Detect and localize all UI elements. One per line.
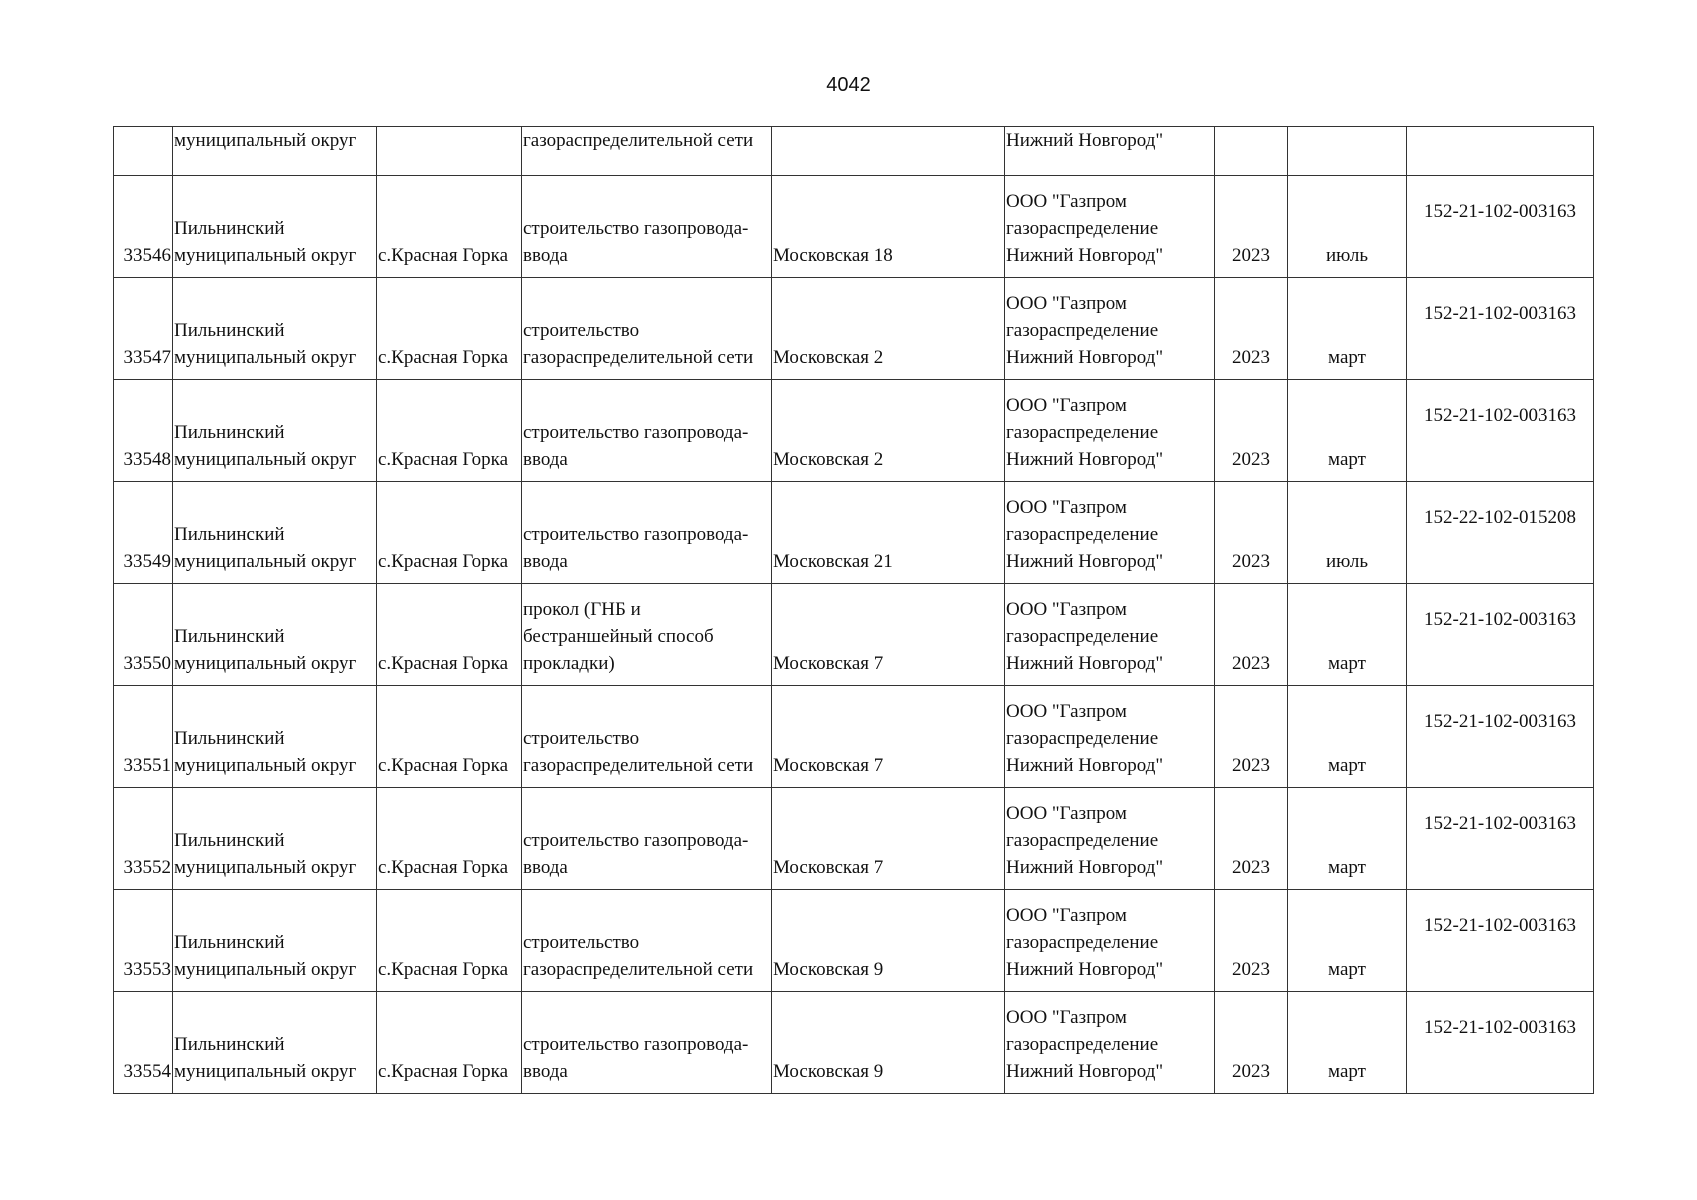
district-line: Пильнинский [174,728,285,749]
work-line: ввода [523,245,568,266]
district-line: Пильнинский [174,830,285,851]
cell-code: 152-21-102-003163 [1407,176,1594,278]
cell-month: март [1288,788,1407,890]
cell-district [173,686,377,788]
work-line: строительство газопровода- [523,1034,749,1055]
operator-line: газораспределение [1006,422,1159,443]
cell-work-type [522,278,772,380]
district-line: муниципальный округ [174,245,357,266]
cell-month: март [1288,992,1407,1094]
work-line: ввода [523,551,568,572]
cell-code: 152-21-102-003163 [1407,788,1594,890]
operator-line: газораспределение [1006,932,1159,953]
operator-line: Нижний Новгород" [1006,347,1164,368]
district-line: муниципальный округ [174,347,357,368]
table-row [114,686,1594,788]
operator-line: ООО "Газпром [1006,701,1127,722]
cell-work-type [522,380,772,482]
cell-settlement [377,127,522,176]
cell-code: 152-21-102-003163 [1407,380,1594,482]
operator-line: ООО "Газпром [1006,191,1127,212]
cell-operator [1005,890,1215,992]
cell-code: 152-21-102-003163 [1407,584,1594,686]
cell-address: Московская 2 [772,278,1005,380]
cell-work-type [522,788,772,890]
table-row [114,278,1594,380]
operator-line: Нижний Новгород" [1006,653,1164,674]
operator-line: ООО "Газпром [1006,497,1127,518]
cell-id: 33552 [114,788,173,890]
cell-code: 152-21-102-003163 [1407,992,1594,1094]
operator-line: ООО "Газпром [1006,395,1127,416]
cell-district [173,992,377,1094]
table-row [114,176,1594,278]
cell-work-type [522,584,772,686]
operator-line: Нижний Новгород" [1006,245,1164,266]
work-line: ввода [523,1061,568,1082]
work-line: ввода [523,857,568,878]
cell-month: март [1288,686,1407,788]
operator-line: газораспределение [1006,830,1159,851]
cell-year: 2023 [1215,482,1288,584]
cell-code [1407,127,1594,176]
cell-district [173,380,377,482]
cell-address [772,127,1005,176]
cell-operator [1005,482,1215,584]
operator-line: газораспределение [1006,1034,1159,1055]
cell-id: 33549 [114,482,173,584]
cell-work-type [522,482,772,584]
cell-address: Московская 18 [772,176,1005,278]
cell-id: 33548 [114,380,173,482]
district-line: муниципальный округ [174,857,357,878]
cell-address: Московская 7 [772,686,1005,788]
table-row-continuation [114,127,1594,176]
cell-district [173,890,377,992]
cell-month: март [1288,584,1407,686]
cell-code: 152-21-102-003163 [1407,278,1594,380]
cell-id: 33546 [114,176,173,278]
cell-district [173,584,377,686]
cell-year: 2023 [1215,992,1288,1094]
cell-address: Московская 9 [772,992,1005,1094]
work-line: ввода [523,449,568,470]
cell-year: 2023 [1215,686,1288,788]
work-line: строительство газопровода- [523,218,749,239]
operator-line: ООО "Газпром [1006,905,1127,926]
cell-settlement: с.Красная Горка [377,380,522,482]
cell-year: 2023 [1215,788,1288,890]
cell-id: 33553 [114,890,173,992]
district-line: муниципальный округ [174,551,357,572]
cell-settlement: с.Красная Горка [377,890,522,992]
operator-line: ООО "Газпром [1006,599,1127,620]
cell-month [1288,127,1407,176]
district-line: муниципальный округ [174,959,357,980]
work-line: строительство газопровода- [523,830,749,851]
cell-id: 33550 [114,584,173,686]
cell-address: Московская 21 [772,482,1005,584]
work-line: газораспределительной сети [523,959,754,980]
work-line: газораспределительной сети [523,755,754,776]
cell-year: 2023 [1215,278,1288,380]
cell-settlement: с.Красная Горка [377,482,522,584]
cell-address: Московская 2 [772,380,1005,482]
cell-address: Московская 7 [772,584,1005,686]
district-line: Пильнинский [174,218,285,239]
work-line: строительство газопровода- [523,524,749,545]
cell-district [173,278,377,380]
operator-line: газораспределение [1006,218,1159,239]
cell-address: Московская 9 [772,890,1005,992]
work-line: прокол (ГНБ и [523,599,641,620]
operator-line: Нижний Новгород" [1006,959,1164,980]
district-line: муниципальный округ [174,653,357,674]
cell-year: 2023 [1215,584,1288,686]
cell-settlement: с.Красная Горка [377,176,522,278]
cell-work-type [522,176,772,278]
work-line: газораспределительной сети [523,347,754,368]
cell-month: март [1288,890,1407,992]
district-line: муниципальный округ [174,755,357,776]
cell-month: март [1288,278,1407,380]
table-body [114,127,1594,1094]
work-line: строительство [523,320,640,341]
district-line: Пильнинский [174,1034,285,1055]
operator-line: газораспределение [1006,626,1159,647]
cell-operator: Нижний Новгород" [1005,127,1215,176]
cell-code: 152-21-102-003163 [1407,890,1594,992]
district-line: Пильнинский [174,932,285,953]
operator-line: газораспределение [1006,524,1159,545]
operator-line: газораспределение [1006,320,1159,341]
table-row [114,992,1594,1094]
operator-line: Нижний Новгород" [1006,857,1164,878]
cell-operator [1005,992,1215,1094]
operator-line: ООО "Газпром [1006,1007,1127,1028]
cell-year: 2023 [1215,890,1288,992]
district-line: Пильнинский [174,320,285,341]
cell-month: июль [1288,176,1407,278]
work-line: строительство [523,728,640,749]
cell-month: март [1288,380,1407,482]
cell-settlement: с.Красная Горка [377,584,522,686]
operator-line: газораспределение [1006,728,1159,749]
cell-id: 33551 [114,686,173,788]
cell-settlement: с.Красная Горка [377,278,522,380]
cell-code: 152-22-102-015208 [1407,482,1594,584]
district-line: муниципальный округ [174,1061,357,1082]
work-line: строительство [523,932,640,953]
operator-line: Нижний Новгород" [1006,755,1164,776]
cell-district: муниципальный округ [173,127,377,176]
district-line: Пильнинский [174,626,285,647]
cell-operator [1005,380,1215,482]
cell-address: Московская 7 [772,788,1005,890]
operator-line: Нижний Новгород" [1006,551,1164,572]
cell-settlement: с.Красная Горка [377,788,522,890]
cell-work-type: газораспределительной сети [522,127,772,176]
operator-line: ООО "Газпром [1006,293,1127,314]
cell-work-type [522,686,772,788]
operator-line: Нижний Новгород" [1006,449,1164,470]
cell-district [173,482,377,584]
district-line: Пильнинский [174,524,285,545]
cell-work-type [522,890,772,992]
table-row [114,482,1594,584]
cell-settlement: с.Красная Горка [377,992,522,1094]
cell-operator [1005,278,1215,380]
page-number: 4042 [826,74,871,96]
operator-line: Нижний Новгород" [1006,1061,1164,1082]
cell-district [173,176,377,278]
cell-operator [1005,788,1215,890]
cell-settlement: с.Красная Горка [377,686,522,788]
cell-work-type [522,992,772,1094]
cell-year: 2023 [1215,176,1288,278]
cell-district [173,788,377,890]
cell-month: июль [1288,482,1407,584]
cell-code: 152-21-102-003163 [1407,686,1594,788]
cell-id: 33554 [114,992,173,1094]
table-row [114,788,1594,890]
cell-year [1215,127,1288,176]
district-line: Пильнинский [174,422,285,443]
table-row [114,380,1594,482]
cell-year: 2023 [1215,380,1288,482]
cell-id: 33547 [114,278,173,380]
work-line: бестраншейный способ [523,626,714,647]
cell-operator [1005,584,1215,686]
cell-operator [1005,686,1215,788]
cell-operator [1005,176,1215,278]
operator-line: ООО "Газпром [1006,803,1127,824]
cell-id [114,127,173,176]
work-line: строительство газопровода- [523,422,749,443]
district-line: муниципальный округ [174,449,357,470]
work-line: прокладки) [523,653,615,674]
table-row [114,584,1594,686]
registry-table [113,126,1594,1094]
table-row [114,890,1594,992]
